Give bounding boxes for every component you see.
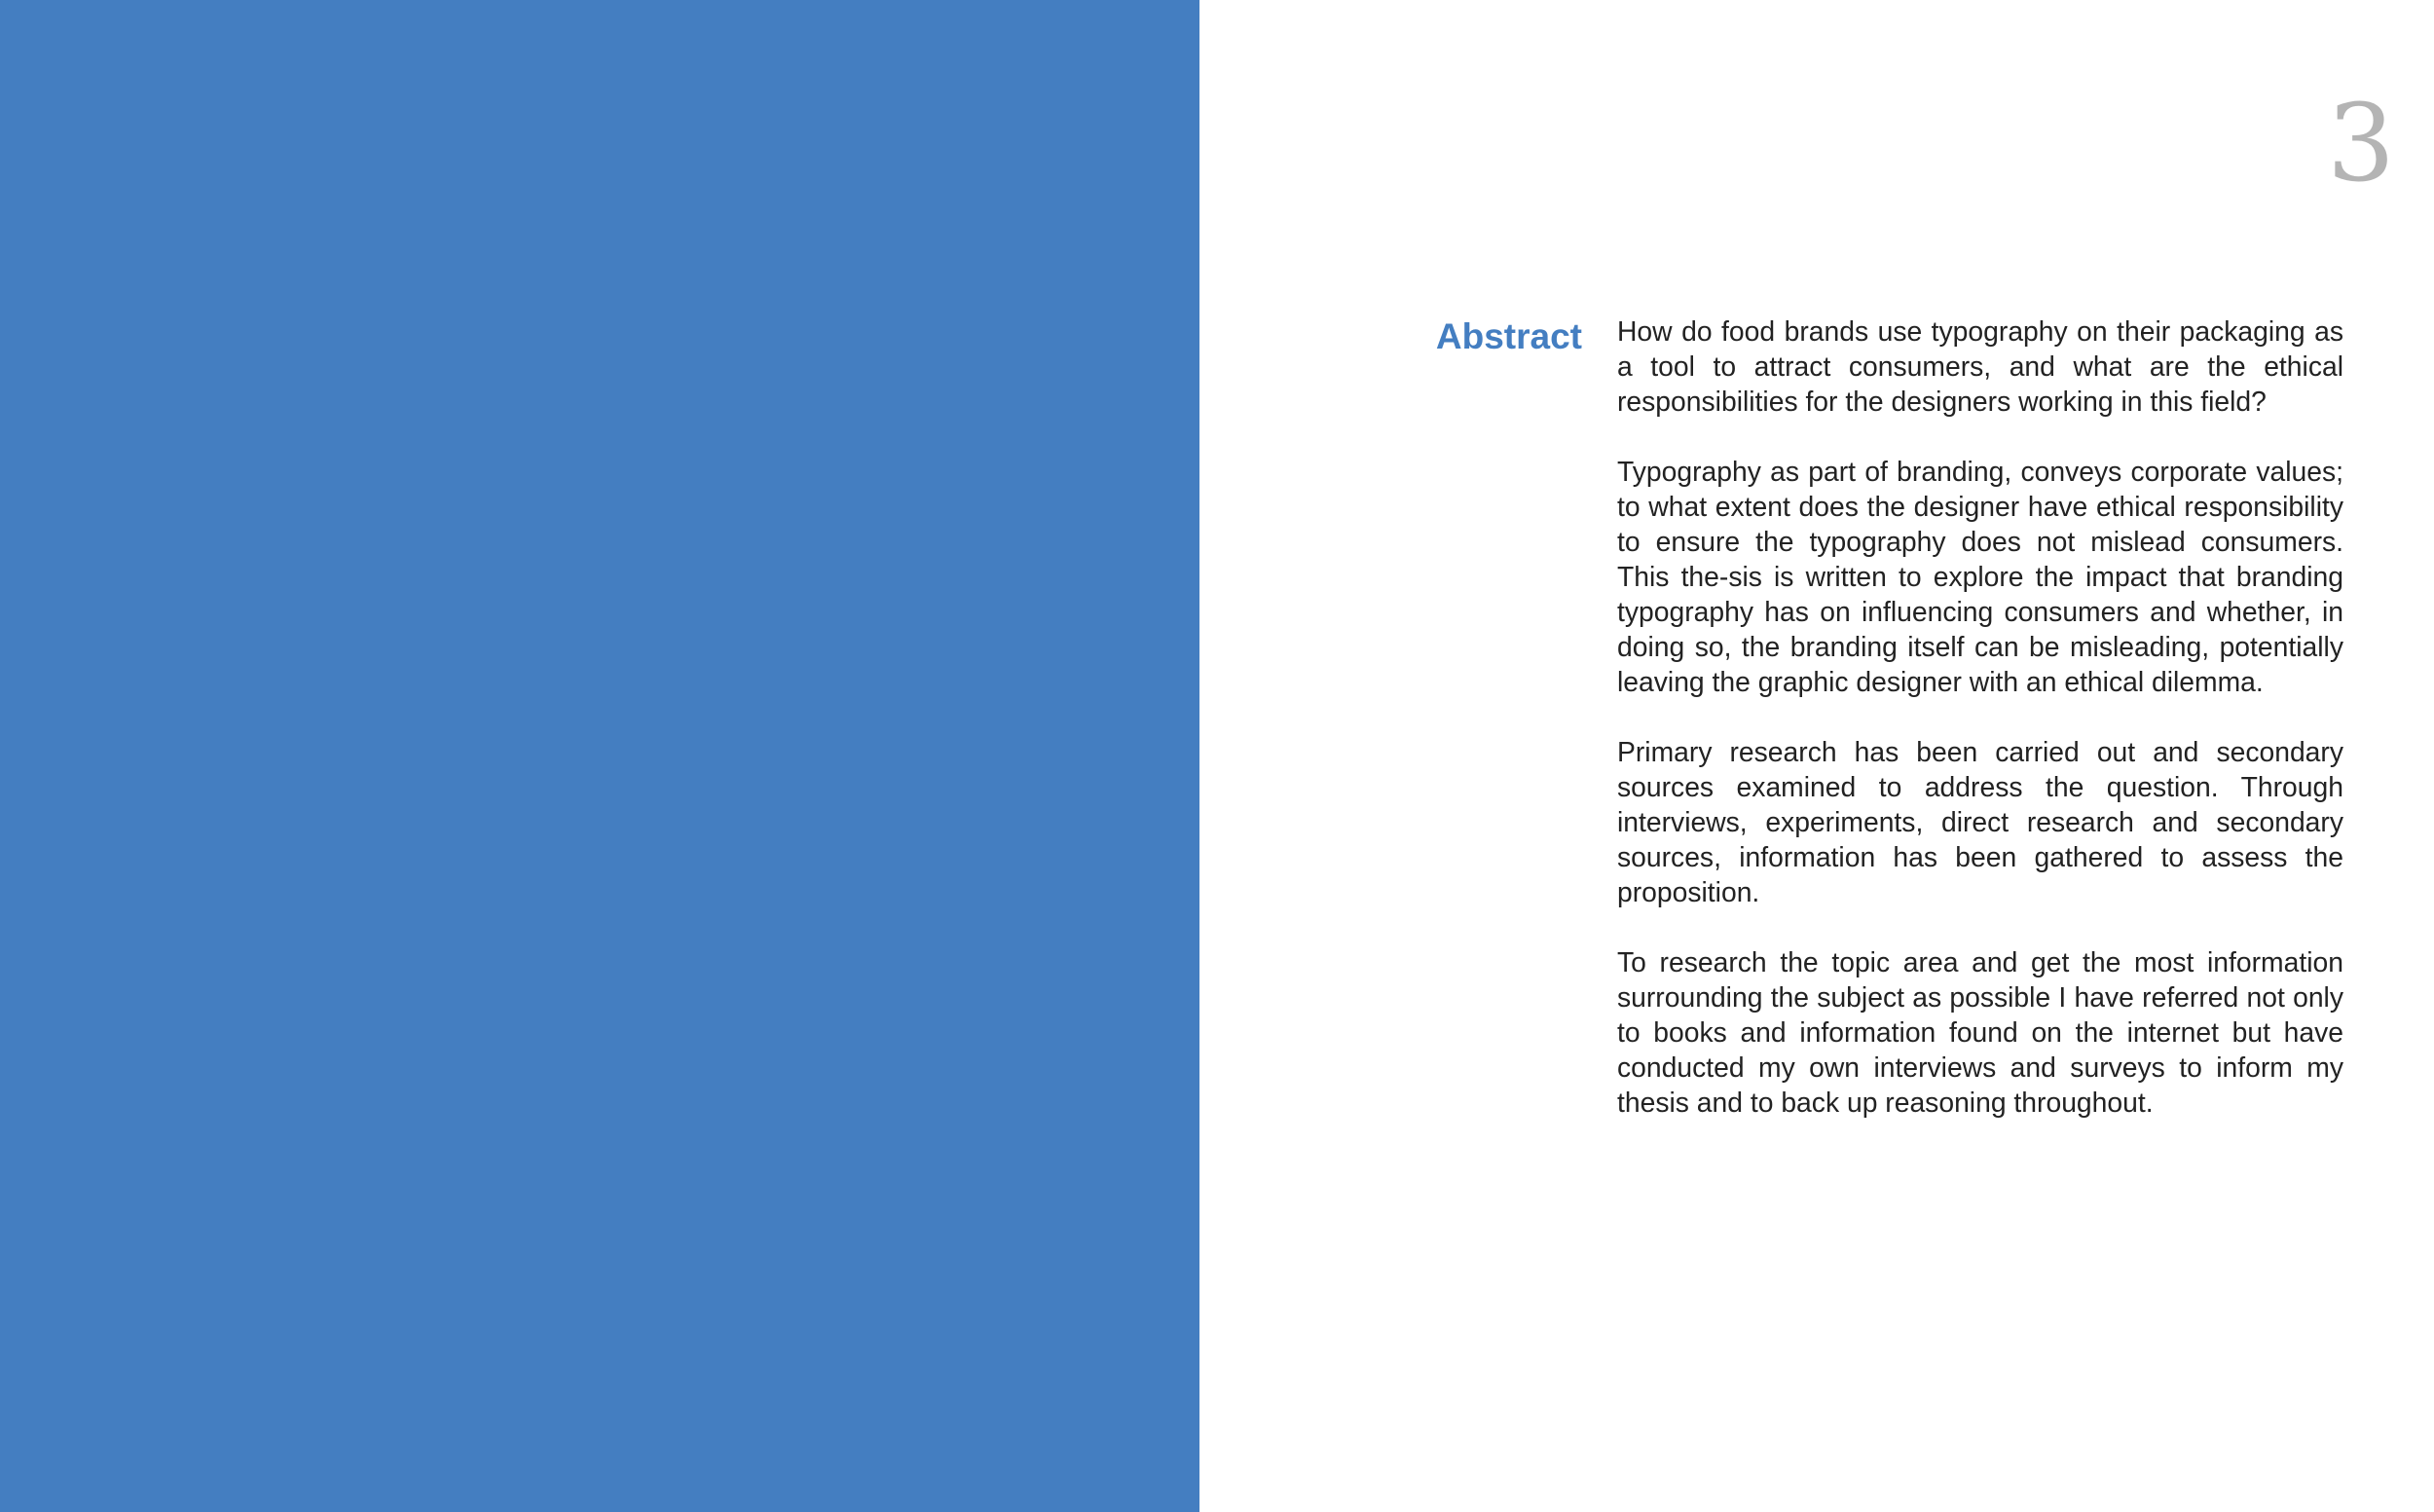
abstract-paragraph-2: Typography as part of branding, conveys corporate values; to what extent does the designer have ethical responsibility to ensure the typography does not mislead consumers. This the-sis is written to explore the impact that branding typography has on influencing consumers and whether, in doing so, the branding itself can be misleading, potentially leaving the graphic designer with an ethical dilemma.: [1617, 456, 2343, 697]
abstract-paragraph-4: To research the topic area and get the most information surrounding the subject as possible I have referred not only to books and information found on the internet but have conducted my own interviews and surveys to inform my thesis and to back up reasoning throughout.: [1617, 946, 2343, 1118]
abstract-heading: Abstract: [1435, 316, 1582, 356]
blue-cover-panel: [0, 0, 1199, 1512]
abstract-paragraph-3: Primary research has been carried out and secondary sources examined to address the question. Through interviews, experiments, direct research and secondary sources, information has been gathered to assess the proposition.: [1617, 736, 2343, 907]
page-number: 3: [2327, 81, 2395, 205]
abstract-body: [1617, 313, 2343, 1155]
abstract-paragraph-1: How do food brands use typography on their packaging as a tool to attract consumers, and what are the ethical responsibilities for the designers working in this field?: [1617, 315, 2343, 417]
